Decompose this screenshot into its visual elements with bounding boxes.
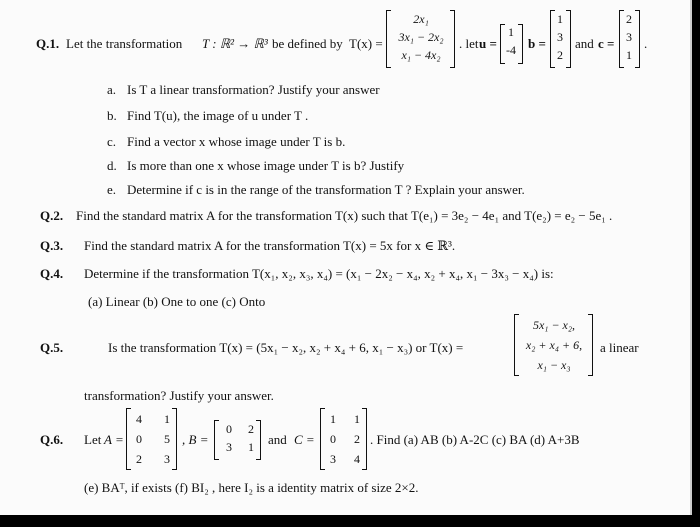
C-entry-1-1: 1 bbox=[330, 412, 336, 426]
A-left-bracket bbox=[126, 408, 131, 470]
q1-item-d-text: Is more than one x whose image under T is b? Justify bbox=[127, 158, 405, 173]
B-entry-2-2: 1 bbox=[248, 440, 254, 454]
q5-number: Q.5. bbox=[40, 340, 64, 355]
b-entry-3: 2 bbox=[557, 48, 563, 62]
q1-number: Q.1. bbox=[36, 36, 60, 51]
q1-let: . let bbox=[459, 36, 479, 51]
q1-item-b-text: Find T(u), the image of u under T . bbox=[127, 108, 309, 123]
C-entry-1-2: 1 bbox=[354, 412, 360, 426]
A-entry-2-2: 5 bbox=[164, 432, 170, 446]
q5-continuation: transformation? Justify your answer. bbox=[84, 388, 274, 403]
q1-item-b-label: b. bbox=[107, 108, 117, 123]
A-entry-3-1: 2 bbox=[136, 452, 142, 466]
q1-and: and bbox=[575, 36, 594, 51]
C-right-bracket bbox=[362, 408, 367, 470]
u-right-bracket bbox=[518, 24, 523, 64]
q1-lhs: T(x) = bbox=[349, 36, 383, 51]
q1-text-a: Let the transformation bbox=[66, 36, 183, 51]
q4-text: Determine if the transformation T(x₁, x₂, x₃, x₄) = (x₁ − 2x₂ − x₄, x₂ + x₄, x₁ − 3x₃ − x₄) is: bbox=[84, 266, 554, 281]
q1-item-c-label: c. bbox=[107, 134, 117, 149]
T-row-2: 3x₁ − 2x₂ bbox=[398, 30, 444, 44]
q1-b-label: b = bbox=[528, 36, 546, 51]
q6-find: . Find (a) AB (b) A-2C (c) BA (d) A+3B bbox=[370, 432, 580, 447]
q5-vector-left-bracket bbox=[514, 314, 519, 376]
C-entry-3-2: 4 bbox=[354, 452, 360, 466]
b-entry-2: 3 bbox=[557, 30, 563, 44]
A-entry-1-2: 1 bbox=[164, 412, 170, 426]
q3-number: Q.3. bbox=[40, 238, 64, 253]
q6-and: and bbox=[268, 432, 287, 447]
q1-u-label: u = bbox=[479, 36, 497, 51]
b-right-bracket bbox=[566, 10, 571, 68]
A-entry-2-1: 0 bbox=[136, 432, 142, 446]
q1-item-e-text: Determine if c is in the range of the transformation T ? Explain your answer. bbox=[127, 182, 525, 197]
C-entry-2-1: 0 bbox=[330, 432, 336, 446]
q6-let: Let bbox=[84, 432, 102, 447]
q3-text: Find the standard matrix A for the transformation T(x) = 5x for x ∈ ℝ³. bbox=[84, 238, 456, 253]
A-right-bracket bbox=[172, 408, 177, 470]
q5-text: Is the transformation T(x) = (5x₁ − x₂, x₂ + x₄ + 6, x₁ − x₃) or T(x) = bbox=[108, 340, 464, 355]
q1-text-b: be defined by bbox=[272, 36, 343, 51]
q1-item-a-label: a. bbox=[107, 82, 117, 97]
T-row-3: x₁ − 4x₂ bbox=[401, 48, 441, 62]
C-entry-2-2: 2 bbox=[354, 432, 360, 446]
B-entry-1-1: 0 bbox=[226, 422, 232, 436]
q6-number: Q.6. bbox=[40, 432, 64, 447]
C-entry-3-1: 3 bbox=[330, 452, 336, 466]
T-matrix-right-bracket bbox=[450, 10, 455, 68]
A-entry-3-2: 3 bbox=[164, 452, 170, 466]
T-row-1: 2x₁ bbox=[413, 12, 429, 26]
B-right-bracket bbox=[256, 420, 261, 460]
q1-item-a-text: Is T a linear transformation? Justify your answer bbox=[127, 82, 380, 97]
c-entry-1: 2 bbox=[626, 12, 632, 26]
A-entry-1-1: 4 bbox=[136, 412, 142, 426]
q6-C-label: C = bbox=[294, 432, 315, 447]
q1-item-c-text: Find a vector x whose image under T is b. bbox=[127, 134, 346, 149]
B-entry-1-2: 2 bbox=[248, 422, 254, 436]
b-entry-1: 1 bbox=[557, 12, 563, 26]
c-entry-2: 3 bbox=[626, 30, 632, 44]
q5-tail: a linear bbox=[600, 340, 639, 355]
q1-c-label: c = bbox=[598, 36, 615, 51]
q6-extra: (e) BAᵀ, if exists (f) BI₂ , here I₂ is a identity matrix of size 2×2. bbox=[84, 480, 419, 495]
q5-vector-right-bracket bbox=[588, 314, 593, 376]
C-left-bracket bbox=[320, 408, 325, 470]
q5-row-1: 5x₁ − x₂, bbox=[532, 318, 576, 332]
q5-row-2: x₂ + x₄ + 6, bbox=[525, 338, 583, 352]
q1-item-e-label: e. bbox=[107, 182, 117, 197]
q5-row-3: x₁ − x₃ bbox=[537, 358, 571, 372]
T-matrix-left-bracket bbox=[386, 10, 391, 68]
q6-A-label: A = bbox=[104, 432, 124, 447]
q1-map: T : ℝ² → ℝ³ bbox=[202, 36, 268, 51]
q4-number: Q.4. bbox=[40, 266, 64, 281]
q1-end: . bbox=[644, 36, 648, 51]
u-entry-2: -4 bbox=[506, 43, 516, 57]
q4-options: (a) Linear (b) One to one (c) Onto bbox=[88, 294, 266, 309]
c-entry-3: 1 bbox=[626, 48, 632, 62]
B-left-bracket bbox=[214, 420, 219, 460]
u-entry-1: 1 bbox=[508, 25, 514, 39]
q2-text: Find the standard matrix A for the transformation T(x) such that T(e₁) = 3e₂ − 4e₁ and T(e₂) = e₂ − 5e₁ . bbox=[76, 208, 613, 223]
q1-item-d-label: d. bbox=[107, 158, 117, 173]
q6-B-label: , B = bbox=[182, 432, 209, 447]
q2-number: Q.2. bbox=[40, 208, 64, 223]
c-right-bracket bbox=[635, 10, 640, 68]
B-entry-2-1: 3 bbox=[226, 440, 232, 454]
